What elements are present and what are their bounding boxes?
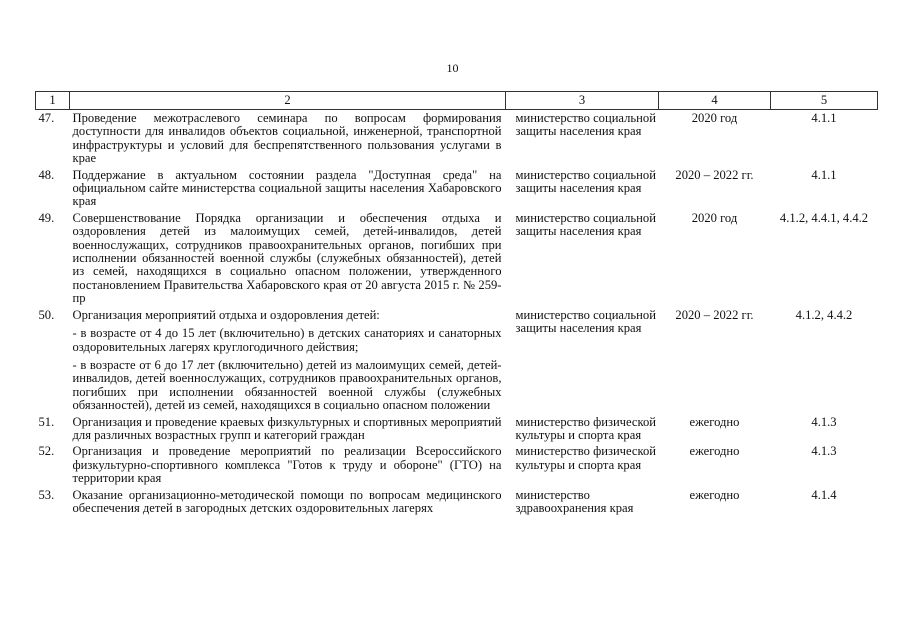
reference: 4.1.1 — [811, 167, 837, 182]
event-subitem-1: - в возрасте от 4 до 15 лет (включительно) в детских санаториях и санаторных оздоровительных лагерях круглогодичного действия; — [72, 326, 502, 354]
table-row-52 — [36, 443, 878, 486]
reference: 4.1.2, 4.4.1, 4.4.2 — [779, 210, 869, 225]
event-description — [70, 307, 506, 414]
event-description: Поддержание в актуальном состоянии раздела "Доступная среда" на официальном сайте министерства социальной защиты населения Хабаровского края — [72, 167, 502, 209]
table-row-50 — [36, 307, 878, 414]
table-row-49 — [36, 210, 878, 307]
reference: 4.1.3 — [811, 414, 837, 429]
event-subitem-2: - в возрасте от 6 до 17 лет (включительно) детей из малоимущих семей, детей-инвалидов, детей военнослужащих, сотрудников правоохранительных органов, погибших при исполнении обязанностей военной службы (служебных обязанностей), детей из семей, находящихся в социально опасном положении — [72, 357, 502, 413]
page-number: 10 — [446, 61, 459, 75]
row-number: 52. — [38, 444, 55, 459]
term: 2020 год — [691, 210, 738, 225]
table-row-48 — [36, 167, 878, 210]
table-header — [36, 92, 878, 110]
measures-table — [35, 91, 878, 516]
executor: министерство социальной защиты населения края — [515, 167, 656, 196]
row-number: 49. — [38, 210, 55, 225]
event-description: Совершенствование Порядка организации и обеспечения отдыха и оздоровления детей из малоимущих семей, детей-инвалидов, детей военнослужащих, сотрудников правоохранительных органов, погибших при исполнении обязанностей военной службы (служебных обязанностей), детей из семей, находящихся в социально опасном положении, утвержденного постановлением Правительства Хабаровского края от 20 августа 2015 г. № 259-пр — [72, 210, 502, 306]
table-row-53 — [36, 487, 878, 517]
table-row-51 — [36, 414, 878, 444]
term: 2020 год — [691, 111, 738, 125]
executor: министерство здравоохранения края — [515, 487, 634, 515]
term: 2020 – 2022 гг. — [675, 307, 754, 322]
executor: министерство социальной защиты населения края — [515, 210, 656, 239]
table-row-47 — [36, 110, 878, 167]
row-number: 48. — [38, 167, 55, 182]
column-number-4: 4 — [659, 92, 771, 110]
row-number: 50. — [38, 307, 55, 322]
term: ежегодно — [689, 444, 740, 459]
reference: 4.1.4 — [811, 487, 837, 502]
event-description: Организация и проведение мероприятий по реализации Всероссийского физкультурно-спортивного комплекса "Готов к труду и обороне" (ГТО) на территории края — [72, 444, 502, 486]
executor: министерство физической культуры и спорта края — [515, 444, 657, 472]
term: ежегодно — [689, 487, 740, 502]
row-number: 53. — [38, 487, 55, 502]
event-description: Оказание организационно-методической помощи по вопросам медицинского обеспечения детей в загородных детских оздоровительных лагерях — [72, 487, 502, 515]
event-description: Организация и проведение краевых физкультурных и спортивных мероприятий для различных возрастных групп и категорий граждан — [72, 414, 502, 442]
event-intro: Организация мероприятий отдыха и оздоровления детей: — [72, 307, 380, 322]
reference: 4.1.1 — [811, 111, 837, 125]
column-number-2: 2 — [70, 92, 506, 110]
row-number: 51. — [38, 414, 55, 429]
executor: министерство физической культуры и спорта края — [515, 414, 657, 442]
event-description: Проведение межотраслевого семинара по вопросам формирования доступности для инвалидов объектов социальной, инженерной, транспортной инфраструктуры и условий для беспрепятственного пользования услугами в крае — [72, 111, 502, 166]
column-number-1: 1 — [36, 92, 70, 110]
executor: министерство социальной защиты населения края — [515, 307, 656, 336]
column-number-3: 3 — [506, 92, 659, 110]
term: 2020 – 2022 гг. — [675, 167, 754, 182]
executor: министерство социальной защиты населения края — [515, 111, 656, 139]
term: ежегодно — [689, 414, 740, 429]
reference: 4.1.2, 4.4.2 — [795, 307, 853, 322]
reference: 4.1.3 — [811, 444, 837, 459]
row-number: 47. — [38, 111, 55, 125]
column-number-5: 5 — [771, 92, 878, 110]
